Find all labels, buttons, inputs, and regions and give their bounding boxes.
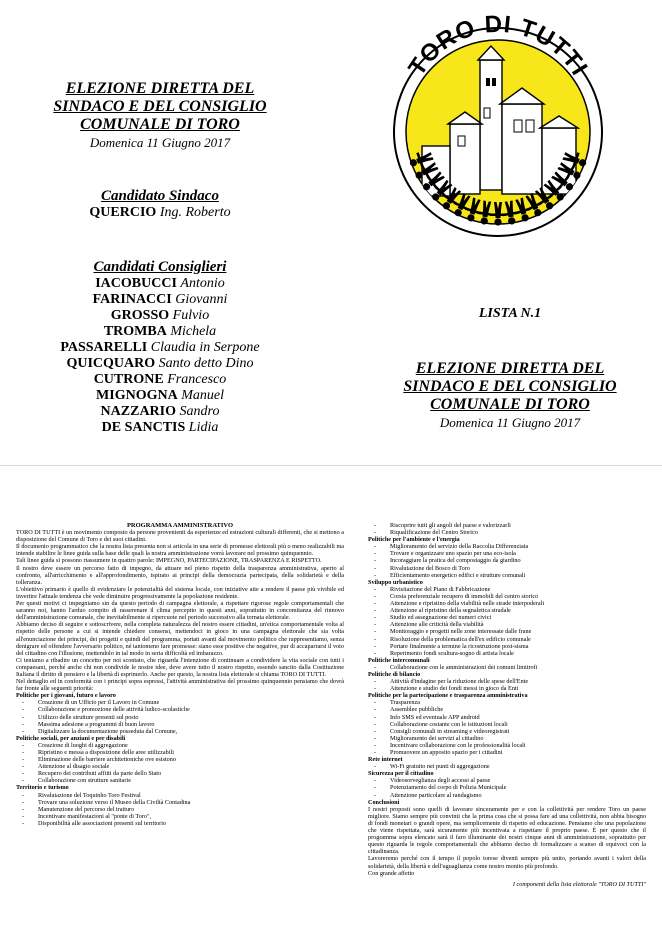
election-title <box>40 80 280 134</box>
consigliere-candidate <box>40 356 280 372</box>
logo-text: TORO DI TUTTI <box>403 10 594 81</box>
paragraph: Tali linee guida si possono riassumere in quattro parole: IMPEGNO, PARTECIPAZIONE, TRASPARENZA E RISPETTO. <box>16 557 322 565</box>
election-title-line: COMUNALE DI TORO <box>430 396 590 413</box>
consigliere-candidate <box>40 308 280 324</box>
list-item: - Ripristino e messa a disposizione delle aree utilizzabili <box>16 749 344 756</box>
paragraph: Il documento programmatico che la nostra lista presenta non si articola in una serie di promesse elettorali più o meno realizzabili ma intende stabilire le linee guida sulla base delle quali la nostra amministrazione vorrà lavorare nel prossimo quinquennio. <box>16 543 344 558</box>
list-item: - Potenziamento del corpo di Polizia Municipale <box>368 784 646 791</box>
consigliere-candidate <box>40 388 280 404</box>
paragraph: Il nostro deve essere un percorso fatto di impegno, da attuare nel pieno rispetto della trasparenza amministrativa, aperto al confronto, all'arricchimento e all'approfondimento, ispirato ai principi della democrazia partecipata, della solidarietà e della tolleranza. <box>16 564 344 586</box>
signature: I componenti della lista elettorale "TORO DI TUTTI" <box>512 880 646 888</box>
list-item: - Monitoraggio e progetti nelle zone interessate dalle frane <box>368 628 646 635</box>
list-item: - Attenzione e studio dei fondi messi in gioco da Enti <box>368 685 646 692</box>
candidate-surname: GROSSO <box>110 308 170 323</box>
section-heading: Conclusioni <box>368 798 400 806</box>
candidate-name: Giovanni <box>175 292 228 307</box>
list-item: - Attenzione alle criticità della viabilità <box>368 621 646 628</box>
candidate-name: Manuel <box>181 388 224 403</box>
list-item: - Incentivare collaborazione con le professionalità locali <box>368 742 646 749</box>
section-heading: Territorio e turismo <box>16 784 69 792</box>
section-heading: Rete internet <box>368 756 403 764</box>
list-item: - Utilizzo delle strutture presenti sul posto <box>16 714 344 721</box>
list-item: - Collaborazione costante con le istituzioni locali <box>368 721 646 728</box>
list-item: - Collaborazione con strutture sanitarie <box>16 777 344 784</box>
list-item: - Trasparenza <box>368 699 646 706</box>
list-item: - Videosorveglianza degli accessi al paese <box>368 777 646 784</box>
programma-left-column <box>16 522 344 827</box>
list-item: - Rivalutazione del Toquinho Toro Festival <box>16 792 344 799</box>
list-item: - Creazione di luoghi di aggregazione <box>16 742 344 749</box>
section-heading: Politiche per la partecipazione e trasparenza amministrativa <box>368 692 528 700</box>
list-item: - Rivalutazione del Bosco di Toro <box>368 565 646 572</box>
programma-right-column <box>368 522 646 888</box>
candidate-name: Fulvio <box>172 308 210 323</box>
list-item: - Studio ed assegnazione dei numeri civici <box>368 614 646 621</box>
candidate-name: Michela <box>170 324 217 339</box>
cover-left-column <box>40 80 280 436</box>
candidati-consiglieri-heading: Candidati Consiglieri <box>93 259 227 275</box>
candidate-surname: IACOBUCCI <box>95 276 177 291</box>
cover-page <box>0 0 662 465</box>
election-title-line: ELEZIONE DIRETTA DEL <box>65 80 255 97</box>
list-item: - Massima adesione a programmi di buon lavoro <box>16 721 344 728</box>
sindaco-candidate <box>40 205 280 221</box>
list-item: - Attività d'indagine per la riduzione delle spese dell'Ente <box>368 678 646 685</box>
paragraph: I nostri proposti sono quelli di lavorare sinceramente per e con la collettività per rendere Toro un paese migliore. Siamo sempre più convinti che la prima cosa che si possa fare ad una collettività, non abbia bisogno di fondi monetari o grandi opere, ma semplicemente di rispetto ed educazione. Pensiamo che una popolazione che viene rispettata, sarà sicuramente più incentivata a rispettare il proprio paese. È per questo che il programma sopra elencato sarà il faro illuminante dei nostri cinque anni di amministrazione, soprattutto per questo riguarda le regole comportamentali che abbiamo deciso di formalizzare a scanso di equivoci con la cittadinanza. <box>368 805 646 856</box>
election-date: Domenica 11 Giugno 2017 <box>89 135 231 150</box>
paragraph: Abbiamo deciso di seguire e sottoscrivere, nella completa naturalezza del nostro essere cittadini, un'etica comportamentale volta al rispetto delle persone a cui si intende chiedere consensi, mettendoci in gioco in una campagna elettorale che sia volta all'enunciazione dei principi, dei progetti e quindi del programma, portati avanti dal movimento politico che rappresentiamo, senza denigrare ed offendere l'avversario politico, né tantomeno fare promesse: siano esse positive che negative, pur di accaparrarsi il voto del cittadino con l'illusione, mettendolo in tal modo in seria difficoltà ed imbarazzo. <box>16 621 344 657</box>
paragraph: Nel dettaglio ed in conformità con i principi sopra espressi, l'attività amministrativa del prossimo quinquennio pensiamo che dovrà far fronte alle seguenti priorità: <box>16 678 344 693</box>
section-heading: Politiche per i giovani, futuro e lavoro <box>16 692 116 700</box>
consigliere-candidate <box>40 276 280 292</box>
list-item: - Rivisitazione del Piano di Fabbricazione <box>368 586 646 593</box>
candidate-surname: TROMBA <box>103 324 167 339</box>
list-item: - Attenzione al disagio sociale <box>16 763 344 770</box>
paragraph: Lavoreremo perché con il tempo il popolo torese diventi sempre più unito, portando avanti i valori della solidarietà, della libertà e dell'uguaglianza come nostro monito più profondo. <box>368 855 646 870</box>
list-item: - Recupero dei contributi affitti da parte dello Stato <box>16 770 344 777</box>
programma-page <box>0 466 662 944</box>
consigliere-candidate <box>40 292 280 308</box>
cover-right-title <box>360 360 660 430</box>
candidate-surname: FARINACCI <box>92 292 172 307</box>
election-title-line: ELEZIONE DIRETTA DEL <box>415 360 605 377</box>
list-item: - Attenzione al ripristino della segnaletica stradale <box>368 607 646 614</box>
paragraph: Con grande affetto <box>368 869 415 877</box>
list-item: - Incoraggiare la pratica del compostaggio da giardino <box>368 557 646 564</box>
programma-title: PROGRAMMA AMMINISTRATIVO <box>126 522 234 529</box>
candidate-name: Claudia in Serpone <box>150 340 260 355</box>
list-item: - Attenzione e ripristino della viabilità nelle strade interpoderali <box>368 600 646 607</box>
paragraph: TORO DI TUTTI è un movimento composto da persone provenienti da esperienze ed estrazioni culturali differenti, che si mettono a disposizione del Comune di Toro e dei suoi cittadini. <box>16 529 344 544</box>
section-heading: Politiche di bilancio <box>368 670 421 678</box>
list-item: - Disponibilità alle associazioni presenti sul territorio <box>16 820 344 827</box>
candidate-name: Santo detto Dino <box>158 356 254 371</box>
paragraph: Ci teniamo a ribadire un concetto per noi scontato, che riguarda l'intenzione di continuare a condividere la vita sociale con tutti i compaesani, perché anche chi non condivide le nostre idee, deve avere tutto il nostro rispetto, essendo sancito dalla Costituzione Italiana il diritto di pensiero e la libertà di esprimerlo. Anche per questo, la nostra lista elettorale si chiama TORO DI TUTTI. <box>16 656 344 678</box>
list-item: - Riscoprire tutti gli angoli del paese e valorizzarli <box>368 522 646 529</box>
election-title-line: SINDACO E DEL CONSIGLIO <box>53 98 267 115</box>
consigliere-candidate <box>40 324 280 340</box>
election-title-line: SINDACO E DEL CONSIGLIO <box>403 378 617 395</box>
paragraph: Per questi motivi ci impegniamo sin da questo periodo di campagna elettorale, a rispettare rigorose regole comportamentali che saranno noi, hanno l'arduo compito di rasserenare il clima percepito in questi anni, soprattutto in concomitanza del rinnovo dell'amministrazione comunale, che inevitabilmente si ripercuote nel periodo successivo alla tornata elettorale. <box>16 600 344 622</box>
list-item: - Efficientamento energetico edifici e strutture comunali <box>368 572 646 579</box>
list-item: - Risoluzione della problematica dell'ex edificio comunale <box>368 636 646 643</box>
list-item: - Consigli comunali in streaming e videoregistrati <box>368 728 646 735</box>
toro-di-tutti-logo <box>388 8 608 248</box>
candidate-name: Ing. Roberto <box>159 205 231 220</box>
list-item: - Wi-Fi gratuito nei punti di aggregazione <box>368 763 646 770</box>
list-item: - Trovare e organizzare uno spazio per una eco-isola <box>368 550 646 557</box>
list-item: - Promuovere un apposito spazio per i cittadini <box>368 749 646 756</box>
candidate-surname: CUTRONE <box>93 372 164 387</box>
list-item: - Incentivare manifestazioni al "ponte di Toro", <box>16 813 344 820</box>
list-item: - Digitalizzare la documentazione posseduta dal Comune, <box>16 728 344 735</box>
candidate-name: Francesco <box>167 372 227 387</box>
election-date: Domenica 11 Giugno 2017 <box>439 415 581 430</box>
candidate-surname: DE SANCTIS <box>101 420 186 435</box>
list-item: - Collaborazione e promozione delle attività ludico-scolastiche <box>16 706 344 713</box>
list-item: - Miglioramento dei servizi al cittadino <box>368 735 646 742</box>
candidate-name: Sandro <box>179 404 220 419</box>
paragraph: L'obiettivo primario è quello di evidenziare le potenzialità del sistema locale, con iniziative atte a rendere il paese più vivibile ed invertire l'attuale tendenza che vede diminuire progressivamente la popolazione residente. <box>16 585 344 600</box>
list-item: - Riqualificazione del Centro Storico <box>368 529 646 536</box>
consigliere-candidate <box>40 420 280 436</box>
section-heading: Politiche sociali, per anziani e per disabili <box>16 734 126 742</box>
consigliere-candidate <box>40 372 280 388</box>
consigliere-candidate <box>40 340 280 356</box>
election-title <box>360 360 660 414</box>
candidate-surname: QUICQUARO <box>66 356 156 371</box>
section-heading: Sviluppo urbanistico <box>368 578 423 586</box>
list-item: - Eliminazione delle barriere architettoniche ove esistono <box>16 756 344 763</box>
consigliere-candidate <box>40 404 280 420</box>
list-item: - Assemblee pubbliche <box>368 706 646 713</box>
lista-number: LISTA N.1 <box>478 306 542 321</box>
list-item: - Attenzione particolare al randagismo <box>368 792 646 799</box>
section-heading: Politiche per l'ambiente e l'energia <box>368 536 460 544</box>
section-heading: Politiche intercomunali <box>368 656 430 664</box>
list-item: - Collaborazione con le amministrazioni dei comuni limitrofi <box>368 664 646 671</box>
candidate-surname: NAZZARIO <box>100 404 177 419</box>
consiglieri-list <box>40 276 280 436</box>
election-title-line: COMUNALE DI TORO <box>80 116 240 133</box>
candidato-sindaco-heading: Candidato Sindaco <box>101 188 219 204</box>
candidate-surname: MIGNOGNA <box>96 388 178 403</box>
candidate-name: Antonio <box>180 276 225 291</box>
candidate-surname: QUERCIO <box>89 205 157 220</box>
list-item: - Info SMS ed eventuale APP android <box>368 714 646 721</box>
candidate-name: Lidia <box>188 420 219 435</box>
list-item: - Miglioramento del servizio della Raccolta Differenziata <box>368 543 646 550</box>
list-item: - Reperimento fondi scultura-sogno di artista locale <box>368 650 646 657</box>
list-item: - Trovare una soluzione verso il Museo della Civiltà Contadina <box>16 799 344 806</box>
list-item: - Creazione di un Ufficio per il Lavoro in Comune <box>16 699 344 706</box>
list-item: - Corsia preferenziale recupero di immobili del centro storico <box>368 593 646 600</box>
list-item: - Manutenzione del percorso del tratturo <box>16 806 344 813</box>
candidate-surname: PASSARELLI <box>60 340 148 355</box>
section-heading: Sicurezza per il cittadino <box>368 770 434 778</box>
list-item: - Portare finalmente a termine la ricostruzione post-sisma <box>368 643 646 650</box>
